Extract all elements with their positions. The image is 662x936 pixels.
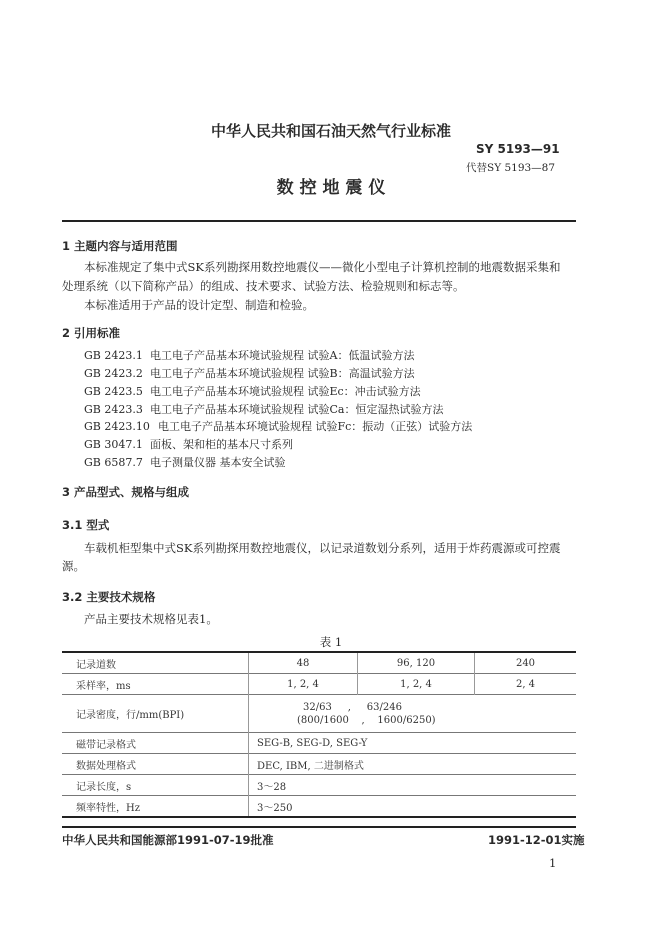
ref-standard-item: [84, 347, 414, 363]
ref-standard-item: [84, 418, 472, 434]
table-caption: 表 1: [319, 635, 343, 649]
table-cell: 2, 4: [475, 674, 577, 695]
table-row: [62, 674, 576, 695]
approval-note: 中华人民共和国能源部1991-07-19批准: [62, 833, 274, 847]
table-cell: DEC, IBM, 二进制格式: [249, 754, 577, 775]
row-label: 采样率，ms: [62, 674, 249, 695]
row-label: 数据处理格式: [62, 754, 249, 775]
org-title: 中华人民共和国石油天然气行业标准: [210, 122, 451, 140]
ref-code: GB 2423.3: [84, 403, 143, 416]
page-number: 1: [549, 856, 557, 870]
ref-title: 电工电子产品基本环境试验规程 试验Ca：恒定湿热试验方法: [150, 403, 444, 416]
table-cell: 96, 120: [358, 652, 475, 674]
ref-title: 电工电子产品基本环境试验规程 试验Ec：冲击试验方法: [150, 385, 421, 398]
row-label: 磁带记录格式: [62, 733, 249, 754]
section-2-heading: 2 引用标准: [62, 326, 121, 340]
section-1-para2: 本标准适用于产品的设计定型、制造和检验。: [84, 298, 314, 312]
ref-code: GB 3047.1: [84, 438, 143, 451]
table-cell: 240: [475, 652, 577, 674]
table-row: [62, 695, 576, 733]
ref-code: GB 2423.2: [84, 367, 143, 380]
section-1-para1-line1: 本标准规定了集中式SK系列勘探用数控地震仪——微化小型电子计算机控制的地震数据采集和: [84, 260, 561, 274]
ref-title: 电工电子产品基本环境试验规程 试验Fc：振动（正弦）试验方法: [158, 420, 473, 433]
section-3-1-heading: 3.1 型式: [62, 518, 110, 532]
ref-title: 电工电子产品基本环境试验规程 试验B：高温试验方法: [150, 367, 415, 380]
ref-code: GB 2423.1: [84, 349, 143, 362]
ref-title: 面板、架和柜的基本尺寸系列: [150, 438, 293, 451]
section-1-heading: 1 主题内容与适用范围: [62, 239, 178, 253]
ref-standard-item: [84, 436, 293, 452]
table-row: [62, 775, 576, 796]
standard-number: SY 5193—91: [476, 142, 560, 156]
ref-code: GB 2423.10: [84, 420, 150, 433]
ref-standard-item: [84, 401, 443, 417]
section-1-para1-line2: 处理系统（以下简称产品）的组成、技术要求、试验方法、检验规则和标志等。: [62, 279, 465, 293]
table-row: [62, 733, 576, 754]
table-cell: 1, 2, 4: [249, 674, 358, 695]
document-title: 数 控 地 震 仪: [276, 178, 386, 198]
spec-table: [62, 651, 576, 818]
ref-standard-item: [84, 383, 421, 399]
ref-code: GB 6587.7: [84, 456, 143, 469]
section-3-heading: 3 产品型式、规格与组成: [62, 485, 190, 499]
section-3-2-heading: 3.2 主要技术规格: [62, 590, 156, 604]
ref-standard-item: [84, 454, 286, 470]
density-line-1: 32/63 , 63/246: [303, 701, 402, 713]
row-label: 记录长度，s: [62, 775, 249, 796]
row-label: 频率特性，Hz: [62, 796, 249, 818]
table-row: [62, 796, 576, 818]
density-line-2: (800/1600 , 1600/6250): [297, 714, 436, 726]
section-3-1-line1: 车载机柜型集中式SK系列勘探用数控地震仪，以记录道数划分系列，适用于炸药震源或可控震: [84, 541, 561, 555]
table-cell: 48: [249, 652, 358, 674]
table-cell: 3～250: [249, 796, 577, 818]
ref-standard-item: [84, 365, 415, 381]
section-3-2-text: 产品主要技术规格见表1。: [84, 612, 218, 626]
header-rule: [62, 220, 576, 222]
table-cell: 3～28: [249, 775, 577, 796]
row-label: 记录密度，行/mm(BPI): [62, 695, 249, 733]
footer-rule: [62, 826, 576, 828]
replaces-note: 代替SY 5193—87: [466, 162, 556, 174]
ref-code: GB 2423.5: [84, 385, 143, 398]
row-label: 记录道数: [62, 652, 249, 674]
effective-date: 1991-12-01实施: [488, 833, 585, 847]
table-cell: 1, 2, 4: [358, 674, 475, 695]
table-row: [62, 652, 576, 674]
table-cell: SEG-B, SEG-D, SEG-Y: [249, 733, 577, 754]
ref-title: 电子测量仪器 基本安全试验: [150, 456, 286, 469]
section-3-1-line2: 源。: [62, 559, 85, 573]
ref-title: 电工电子产品基本环境试验规程 试验A：低温试验方法: [150, 349, 415, 362]
table-row: [62, 754, 576, 775]
table-cell: [249, 695, 577, 733]
